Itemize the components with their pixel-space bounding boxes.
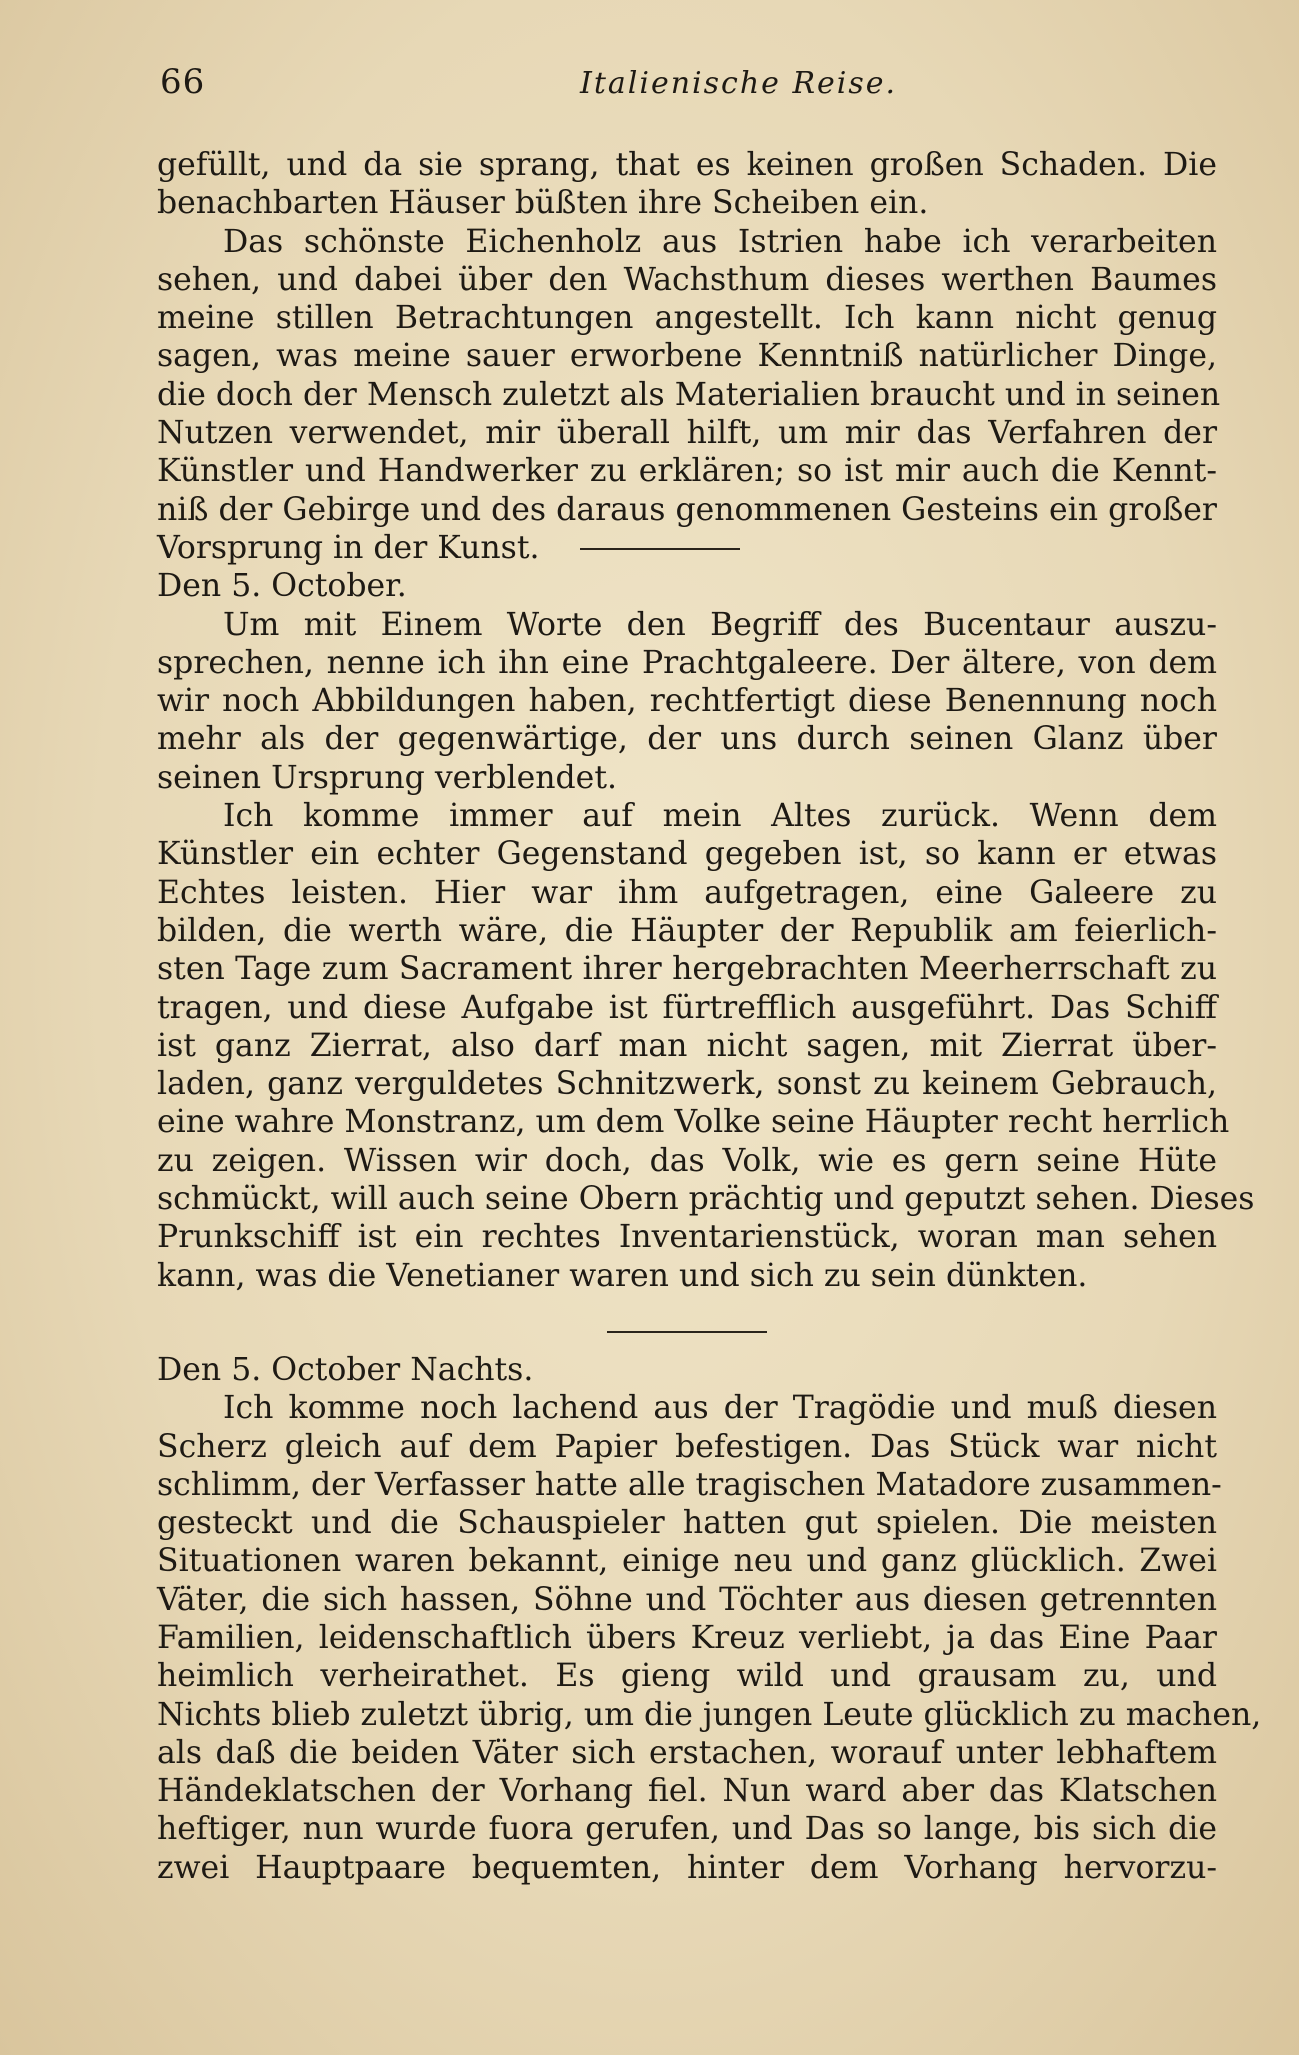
text-line: benachbarten Häuser büßten ihre Scheiben ein. [157, 185, 929, 222]
text-line: gesteckt und die Schauspieler hatten gut spielen. Die meisten [157, 1505, 1217, 1542]
text-line: sprechen, nenne ich ihn eine Prachtgaleere. Der ältere, von dem [157, 644, 1217, 681]
paragraph [157, 1389, 1262, 1887]
text-line: schlimm, der Verfasser hatte alle tragischen Matadore zusammen- [157, 1466, 1222, 1503]
text-line: sten Tage zum Sacrament ihrer hergebrachten Meerherrschaft zu [157, 951, 1217, 988]
text-line: Ich komme immer auf mein Altes zurück. Wenn dem [223, 798, 1217, 835]
text-line: seinen Ursprung verblendet. [157, 759, 617, 796]
text-line: mehr als der gegenwärtige, der uns durch seinen Glanz über [157, 721, 1217, 758]
text-line: Echtes leisten. Hier war ihm aufgetragen, eine Galeere zu [157, 874, 1217, 911]
paragraph [157, 797, 1255, 1295]
text-line: Väter, die sich hassen, Söhne und Töchter aus diesen getrennten [157, 1581, 1217, 1618]
text-line: Künstler und Handwerker zu erklären; so ist mir auch die Kennt- [157, 453, 1217, 490]
section-rule [580, 548, 740, 550]
text-line: Händeklatschen der Vorhang fiel. Nun ward aber das Klatschen [157, 1773, 1217, 1810]
paragraph [157, 223, 1221, 568]
text-line: Das schönste Eichenholz aus Istrien habe ich verarbeiten [223, 223, 1217, 260]
text-line: Um mit Einem Worte den Begriff des Bucentaur auszu- [223, 606, 1217, 643]
text-line-text: Vorsprung in der Kunst. [157, 529, 540, 566]
text-line: sehen, und dabei über den Wachsthum dieses werthen Baumes [157, 261, 1217, 298]
text-line: heftiger, nun wurde fuora gerufen, und Das so lange, bis sich die [157, 1811, 1217, 1848]
page-body [157, 146, 1262, 1887]
text-line: schmückt, will auch seine Obern prächtig und geputzt sehen. Dieses [157, 1181, 1255, 1218]
text-line: Künstler ein echter Gegenstand gegeben ist, so kann er etwas [157, 836, 1217, 873]
text-line: wir noch Abbildungen haben, rechtfertigt diese Benennung noch [157, 683, 1217, 720]
text-line: Scherz gleich auf dem Papier befestigen. Das Stück war nicht [157, 1428, 1217, 1465]
text-line [157, 529, 1217, 567]
dateline: Den 5. October Nachts. [157, 1351, 534, 1388]
paragraph [157, 146, 1217, 223]
page-number: 66 [160, 62, 206, 102]
text-line: ist ganz Zierrat, also darf man nicht sagen, mit Zierrat über- [157, 1027, 1217, 1064]
page-header [160, 62, 1220, 112]
dateline: Den 5. October. [157, 568, 407, 605]
text-line: die doch der Mensch zuletzt als Materialien braucht und in seinen [157, 376, 1221, 413]
text-line: als daß die beiden Väter sich erstachen, worauf unter lebhaftem [157, 1734, 1217, 1771]
text-line: Prunkschiff ist ein rechtes Inventarienstück, woran man sehen [157, 1219, 1217, 1256]
section-rule-block [157, 1313, 1217, 1351]
text-line: niß der Gebirge und des daraus genommenen Gesteins ein großer [157, 491, 1217, 528]
text-line: zu zeigen. Wissen wir doch, das Volk, wie es gern seine Hüte [157, 1142, 1217, 1179]
text-line: Nichts blieb zuletzt übrig, um die jungen Leute glücklich zu machen, [157, 1696, 1262, 1733]
text-line: kann, was die Venetianer waren und sich zu sein dünkten. [157, 1257, 1088, 1294]
paragraph [157, 606, 1217, 797]
text-line: laden, ganz verguldetes Schnitzwerk, sonst zu keinem Gebrauch, [157, 1066, 1217, 1103]
text-line: Nutzen verwendet, mir überall hilft, um mir das Verfahren der [157, 415, 1217, 452]
text-line: sagen, was meine sauer erworbene Kenntniß natürlicher Dinge, [157, 338, 1217, 375]
text-line: tragen, und diese Aufgabe ist fürtrefflich ausgeführt. Das Schiff [157, 989, 1217, 1026]
text-line: eine wahre Monstranz, um dem Volke seine Häupter recht herrlich [157, 1104, 1230, 1141]
spacer [157, 1295, 1217, 1313]
text-line: meine stillen Betrachtungen angestellt. Ich kann nicht genug [157, 300, 1217, 337]
running-title: Italienische Reise. [580, 66, 898, 101]
text-line: Ich komme noch lachend aus der Tragödie und muß diesen [223, 1390, 1217, 1427]
text-line: bilden, die werth wäre, die Häupter der Republik am feierlich- [157, 912, 1217, 949]
text-line: Familien, leidenschaftlich übers Kreuz verliebt, ja das Eine Paar [157, 1619, 1217, 1656]
text-line: heimlich verheirathet. Es gieng wild und grausam zu, und [157, 1658, 1217, 1695]
text-line: zwei Hauptpaare bequemten, hinter dem Vorhang hervorzu- [157, 1849, 1217, 1886]
section-rule [607, 1331, 767, 1333]
text-line: Situationen waren bekannt, einige neu und ganz glücklich. Zwei [157, 1543, 1217, 1580]
text-line: gefüllt, und da sie sprang, that es keinen großen Schaden. Die [157, 147, 1217, 183]
